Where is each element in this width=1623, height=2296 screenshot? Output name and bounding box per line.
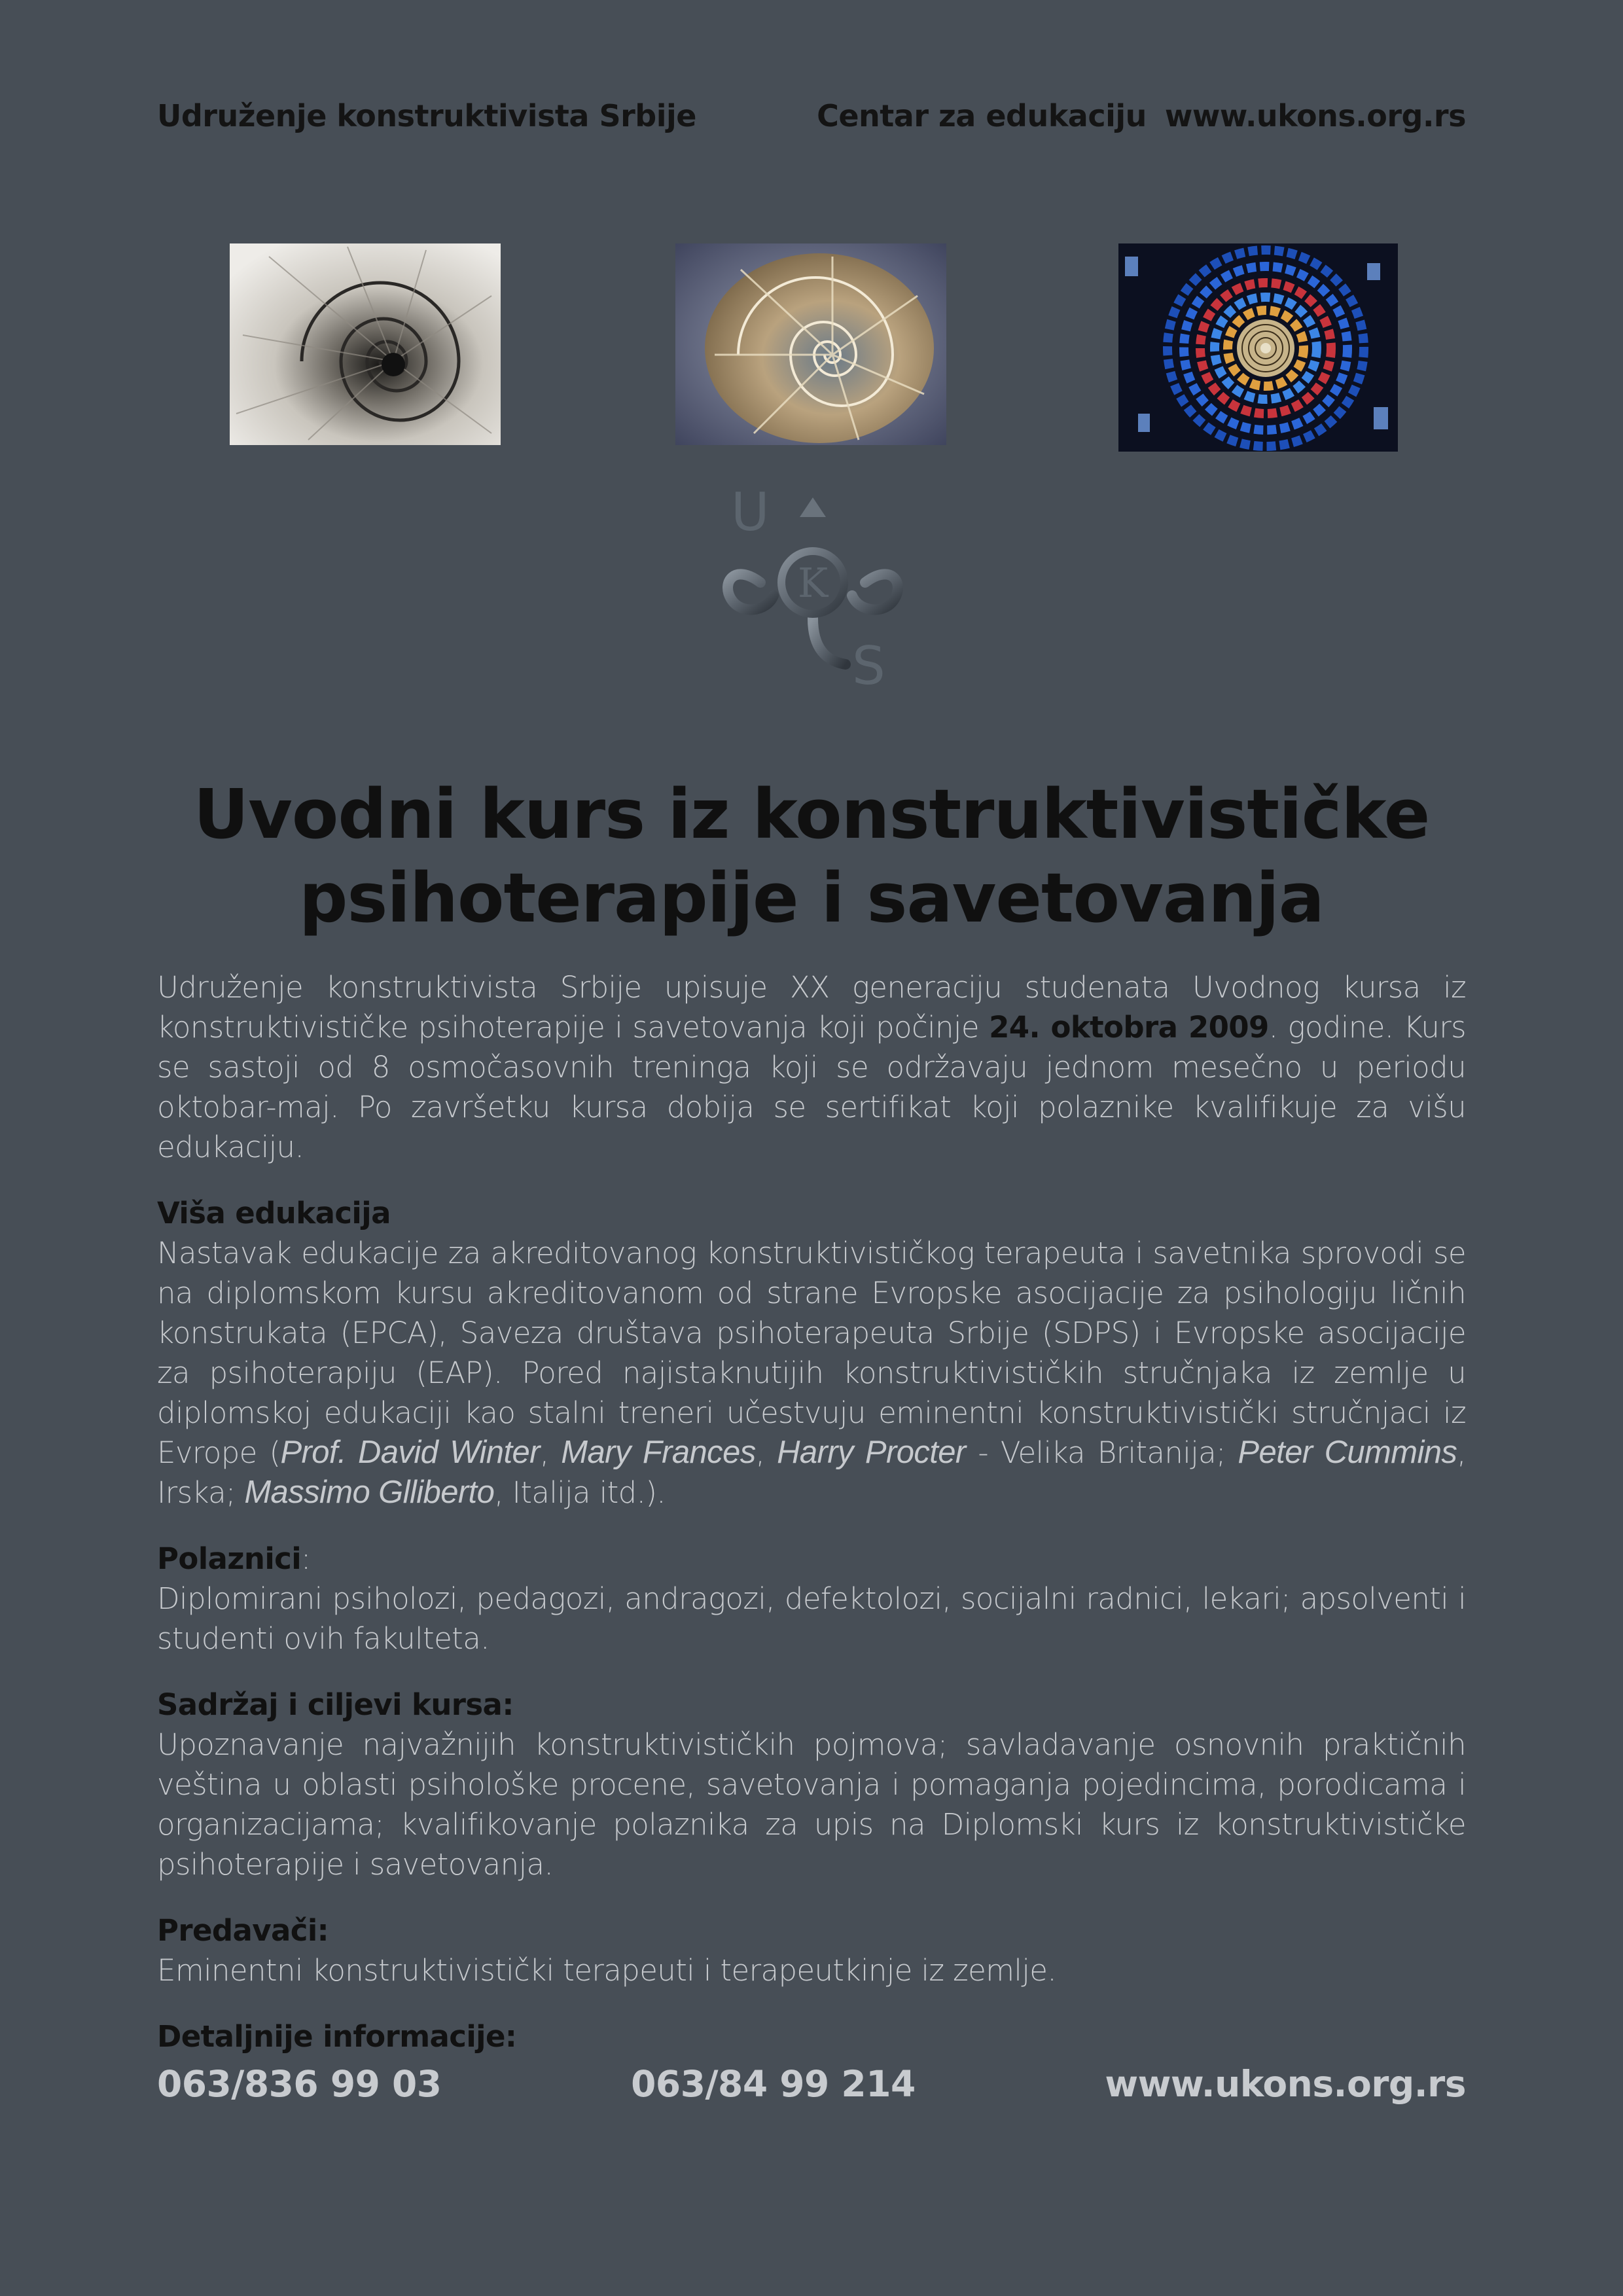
uks-logo	[695, 484, 931, 700]
contact-row	[157, 2063, 1466, 2105]
lecturers-heading: Predavači:	[157, 1913, 329, 1948]
education-center: Centar za edukaciju	[817, 98, 1147, 134]
title-line-2: psihoterapije i savetovanja	[299, 858, 1324, 938]
trainer-name: Prof. David Winter	[280, 1435, 540, 1470]
participants-text: Diplomirani psiholozi, pedagozi, andragozi, defektolozi, socijalni radnici, lekari; apsolventi i studenti ovih fakulteta.	[157, 1581, 1466, 1656]
trainer-country: , Italija itd.).	[494, 1475, 666, 1510]
trainer-name: Massimo Glliberto	[244, 1475, 495, 1510]
participants-section	[157, 1539, 1466, 1659]
trainer-name: Mary Frances	[561, 1435, 756, 1470]
course-content-heading: Sadržaj i ciljevi kursa:	[157, 1687, 514, 1722]
advanced-education-text	[157, 1233, 1466, 1513]
header-website: www.ukons.org.rs	[1164, 98, 1466, 134]
header-right	[817, 98, 1466, 134]
separator: ,	[755, 1435, 777, 1470]
intro-paragraph	[157, 967, 1466, 1167]
spiral-staircase-photo	[230, 243, 501, 445]
trainer-name: Harry Procter	[777, 1435, 966, 1470]
intro-text-end: . godine. Kurs se sastoji od 8 osmočasovnih treninga koji se održavaju jednom mesečno u periodu oktobar-maj. Po završetku kursa dobija se sertifikat koji polaznike kvalifikuje za višu edukaciju.	[157, 1010, 1467, 1164]
trainer-country: , Irska;	[157, 1435, 1466, 1510]
stained-glass-spiral-photo	[1118, 243, 1398, 452]
page-title	[157, 772, 1466, 940]
logo-letter-s: S	[852, 636, 885, 696]
participants-heading	[157, 1539, 1466, 1579]
advanced-education-section	[157, 1193, 1466, 1513]
participants-colon: :	[301, 1541, 311, 1576]
intro-text-start: Udruženje konstruktivista Srbije upisuje XX generaciju studenata Uvodnog kursa iz konstruktivističke psihoterapije i savetovanja koji počinje	[157, 970, 1466, 1045]
top-header	[157, 98, 1466, 134]
phone-number-1[interactable]: 063/836 99 03	[157, 2063, 442, 2105]
nautilus-shell-photo	[675, 243, 946, 445]
footer-website-link[interactable]: www.ukons.org.rs	[1105, 2063, 1466, 2105]
details-heading: Detaljnije informacije:	[157, 2019, 517, 2054]
phone-number-2[interactable]: 063/84 99 214	[631, 2063, 916, 2105]
lecturers-section	[157, 1910, 1466, 1990]
advanced-education-heading: Viša edukacija	[157, 1196, 391, 1230]
logo-letter-u: U	[731, 484, 770, 543]
details-section	[157, 2017, 1466, 2056]
separator: ,	[539, 1435, 562, 1470]
organization-name: Udruženje konstruktivista Srbije	[157, 98, 696, 134]
course-content-section	[157, 1685, 1466, 1884]
trainer-country: - Velika Britanija;	[965, 1435, 1238, 1470]
logo-letter-k: K	[797, 559, 829, 607]
trainer-name: Peter Cummins	[1238, 1435, 1457, 1470]
course-content-text: Upoznavanje najvažnijih konstruktivističkih pojmova; savladavanje osnovnih praktičnih veština u oblasti psihološke procene, savetovanja i pomaganja pojedincima, porodicama i organizacijama; kvalifikovanje polaznika za upis na Diplomski kurs iz konstruktivističke psihoterapije i savetovanja.	[157, 1727, 1466, 1882]
participants-heading-text: Polaznici	[157, 1541, 302, 1576]
title-line-1: Uvodni kurs iz konstruktivističke	[193, 774, 1430, 854]
body-text	[157, 967, 1466, 2056]
lecturers-text: Eminentni konstruktivistički terapeuti i terapeutkinje iz zemlje.	[157, 1953, 1057, 1988]
advanced-text: Nastavak edukacije za akreditovanog konstruktivističkog terapeuta i savetnika sprovodi se na diplomskom kursu akreditovanom od strane Evropske asocijacije za psihologiju ličnih konstrukata (EPCA), Saveza društava psihoterapeuta Srbije (SDPS) i Evropske asocijacije za psihoterapiju (EAP). Pored najistaknutijih konstruktivističkih stručnjaka iz zemlje u diplomskoj edukaciji kao stalni treneri učestvuju eminentni konstruktivistički stručnjaci iz Evrope (	[157, 1236, 1466, 1470]
start-date: 24. oktobra 2009	[989, 1010, 1269, 1045]
